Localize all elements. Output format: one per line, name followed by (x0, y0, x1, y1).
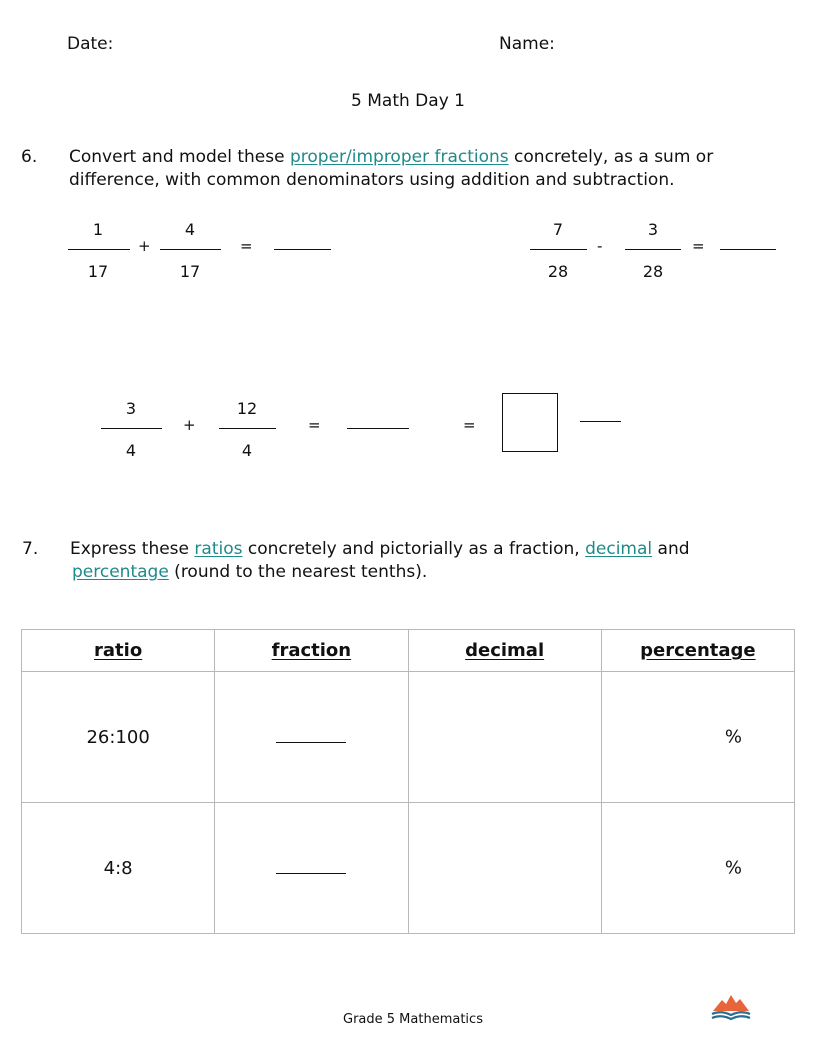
question-text-part: concretely and pictorially as a fraction, (242, 539, 586, 559)
answer-blank[interactable] (720, 249, 776, 250)
fraction-bar (625, 249, 681, 250)
fraction-blank[interactable] (276, 742, 346, 743)
ratio-table (21, 629, 795, 934)
plus-sign: + (138, 237, 151, 255)
numerator: 3 (647, 220, 659, 239)
question-text (70, 538, 690, 561)
numerator: 12 (236, 399, 258, 418)
column-header-ratio: ratio (22, 630, 215, 672)
mountain-book-logo-icon (710, 992, 752, 1022)
page-title: 5 Math Day 1 (351, 91, 465, 111)
decimal-cell[interactable] (408, 672, 601, 803)
question-text (69, 146, 713, 169)
answer-blank[interactable] (347, 428, 409, 429)
whole-number-box[interactable] (502, 393, 558, 452)
equals-sign: = (692, 237, 705, 255)
numerator: 3 (125, 399, 137, 418)
decimal-link[interactable]: decimal (585, 539, 653, 559)
column-header-fraction: fraction (215, 630, 408, 672)
question-text-part: Convert and model these (69, 147, 290, 167)
fractions-link[interactable]: proper/improper fractions (289, 147, 509, 167)
name-label: Name: (499, 34, 555, 54)
fraction-bar (530, 249, 587, 250)
denominator: 17 (179, 262, 201, 281)
table-header-row (22, 630, 795, 672)
fraction-bar (101, 428, 162, 429)
column-header-percentage: percentage (601, 630, 794, 672)
table-row (22, 803, 795, 934)
denominator: 4 (125, 441, 137, 460)
decimal-cell[interactable] (408, 803, 601, 934)
denominator: 17 (87, 262, 109, 281)
denominator: 28 (642, 262, 664, 281)
denominator: 28 (547, 262, 569, 281)
percentage-cell[interactable] (601, 672, 794, 803)
table-row (22, 672, 795, 803)
denominator: 4 (241, 441, 253, 460)
ratio-cell: 4:8 (22, 803, 215, 934)
ratio-cell: 26:100 (22, 672, 215, 803)
percentage-link[interactable]: percentage (72, 562, 169, 582)
percent-sign: % (724, 726, 742, 748)
question-text-part: concretely, as a sum or (508, 147, 714, 167)
minus-sign: - (597, 237, 603, 255)
fraction-cell[interactable] (215, 803, 408, 934)
question-text-part: Express these (70, 539, 195, 559)
fraction-bar (160, 249, 221, 250)
question-number: 6. (21, 147, 38, 167)
fraction-bar (68, 249, 130, 250)
question-text-part: and (652, 539, 690, 559)
date-label: Date: (67, 34, 114, 54)
numerator: 7 (552, 220, 564, 239)
question-number: 7. (22, 539, 39, 559)
question-text-part: (round to the nearest tenths). (168, 562, 428, 582)
equals-sign: = (463, 416, 476, 434)
question-text-line2 (72, 561, 427, 584)
fraction-blank[interactable] (276, 873, 346, 874)
answer-blank[interactable] (274, 249, 331, 250)
ratios-link[interactable]: ratios (194, 539, 243, 559)
percentage-cell[interactable] (601, 803, 794, 934)
fraction-part-blank[interactable] (580, 421, 621, 422)
numerator: 4 (184, 220, 196, 239)
equals-sign: = (240, 237, 253, 255)
fraction-bar (219, 428, 276, 429)
plus-sign: + (183, 416, 196, 434)
column-header-decimal: decimal (408, 630, 601, 672)
percent-sign: % (724, 857, 742, 879)
equals-sign: = (308, 416, 321, 434)
question-text-line2: difference, with common denominators using addition and subtraction. (69, 170, 675, 190)
numerator: 1 (92, 220, 104, 239)
footer-text: Grade 5 Mathematics (343, 1012, 483, 1027)
fraction-cell[interactable] (215, 672, 408, 803)
